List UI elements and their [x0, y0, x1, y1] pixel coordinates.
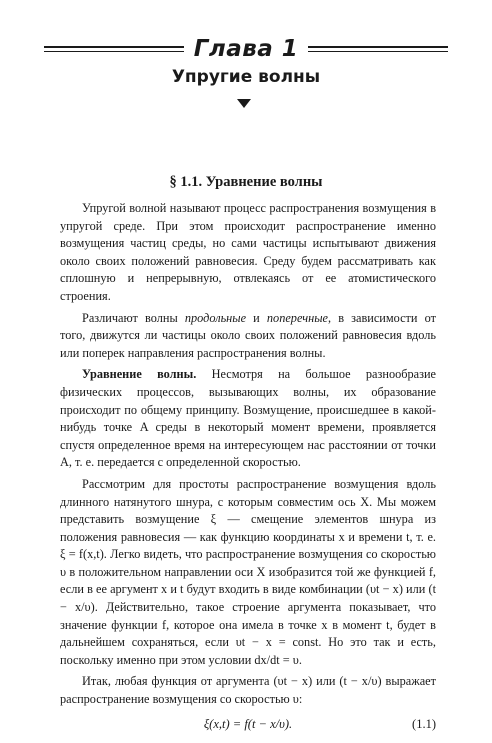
chapter-title: Упругие волны [171, 67, 321, 87]
body-text [60, 200, 436, 709]
section-heading: § 1.1. Уравнение волны [169, 174, 323, 190]
equation-formula: ξ(x,t) = f(t − x/υ). [203, 717, 293, 731]
equation-row [60, 717, 436, 735]
paragraph-2-part-b: и [246, 310, 267, 325]
paragraph-2 [60, 310, 436, 363]
chapter-rule-left [44, 46, 184, 52]
paragraph-3-lead: Уравнение волны. [82, 367, 197, 382]
equation-number: (1.1) [412, 717, 436, 731]
paragraph-1: Упругой волной называют процесс распространения возмущения в упругой среде. При этом происходит распространение именно возмущения частиц среды, но сами частицы испытывают движения около своих положений равновесия. Среду будем рассматривать как сплошную и непрерывную, отвлекаясь от ее атомистического строения. [60, 201, 436, 303]
paragraph-4: Рассмотрим для простоты распространение возмущения вдоль длинного натянутого шнура, с которым совместим ось X. Мы можем представить возмущение ξ — смещение элементов шнура из положения равновесия — как функцию координаты x и времени t, т. е. ξ = f(x,t). Легко видеть, что распространение возмущения со скоростью υ в положительном направлении оси X изобразится той же функцией f, если в ее аргумент x и t будут входить в виде комбинации (υt − x) или (t − x/υ). Действительно, такое строение аргумента показывает, что значение функции f, которое она имела в точке x в момент t, будет в дальнейшем сохраняться, если υt − x = const. Но это так и есть, поскольку именно при этом условии dx/dt = υ. [60, 476, 436, 667]
paragraph-3-text: Несмотря на большое разнообразие физических процессов, вызывающих волны, их образование происходит по общему принципу. Возмущение, происшедшее в какой-нибудь точке A среды в некоторый момент времени, проявляется спустя определенное время на интересующем нас расстоянии от точки A, т. е. передается с определенной скоростью. [60, 367, 436, 470]
paragraph-5: Итак, любая функция от аргумента (υt − x) или (t − x/υ) выражает распространение возмущения со скоростью υ: [60, 674, 436, 707]
paragraph-3 [60, 366, 436, 472]
triangle-marker-icon [237, 99, 251, 108]
term-transverse: поперечные [266, 310, 328, 325]
term-longitudinal: продольные [184, 310, 247, 325]
paragraph-2-part-c: , в зависимости от того, движутся ли частицы около своих положений равновесия вдоль или поперек направления распространения волны. [60, 310, 437, 360]
chapter-header [44, 36, 448, 62]
chapter-label: Глава 1 [193, 36, 299, 62]
chapter-rule-right [308, 46, 448, 52]
paragraph-2-part-a: Различают волны [82, 310, 185, 325]
